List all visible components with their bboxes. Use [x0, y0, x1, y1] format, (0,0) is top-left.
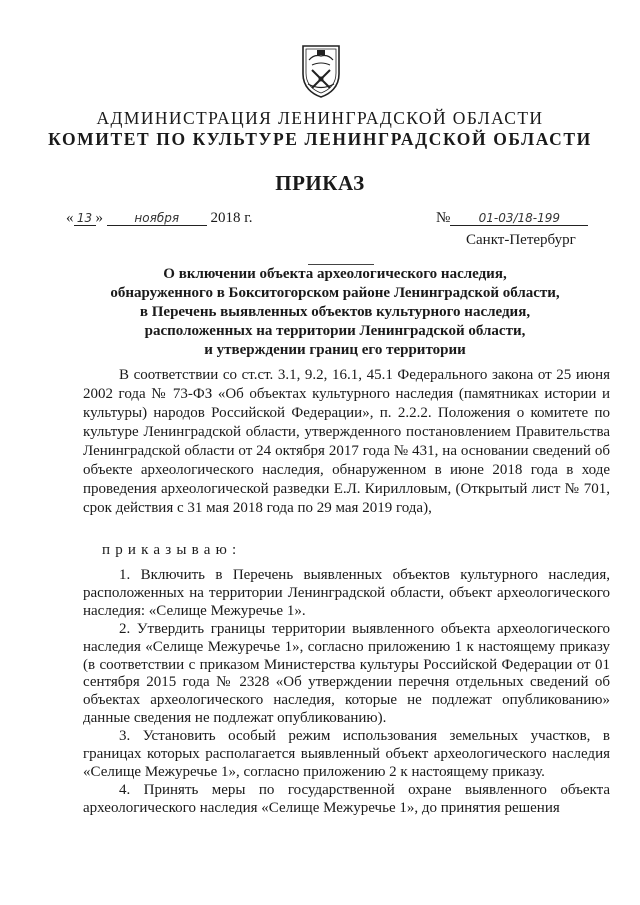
title-line: в Перечень выявленных объектов культурного наследия, — [139, 304, 531, 320]
number-value: 01-03/18-199 — [450, 211, 588, 226]
date-year: 2018 г. — [210, 210, 253, 226]
date-month: ноября — [107, 211, 207, 226]
city: Санкт-Петербург — [466, 232, 576, 248]
title-line: О включении объекта археологического наследия, — [163, 266, 507, 282]
order-item: 2. Утвердить границы территории выявленного объекта археологического наследия «Селище Межуречье 1», согласно приложению 1 к настоящему приказу (в соответствии с приказом Министерства культуры Российской Федерации от 01 сентября 2015 года № 2328 «Об утверждении перечня отдельных сведений об объектах археологического наследия, которые не подлежат опубликованию» данные сведения не подлежат опубликованию). — [83, 620, 610, 727]
order-items — [83, 567, 610, 818]
document-type: ПРИКАЗ — [275, 171, 365, 195]
date-day: 13 — [74, 211, 96, 226]
number-prefix: № — [436, 210, 451, 226]
title-line: и утверждении границ его территории — [204, 342, 466, 358]
date-close-quote: » — [95, 210, 103, 226]
preamble — [83, 366, 610, 518]
organization-name: АДМИНИСТРАЦИЯ ЛЕНИНГРАДСКОЙ ОБЛАСТИ — [96, 108, 544, 128]
order-item: 3. Установить особый режим использования земельных участков, в границах которых располагается выявленный объект археологического наследия «Селище Межуречье 1», согласно приложению 2 к настоящему приказу. — [83, 728, 610, 780]
order-title — [60, 265, 610, 360]
decree-word: приказываю: — [102, 542, 242, 558]
order-item: 4. Принять меры по государственной охране выявленного объекта археологического наследия «Селище Межуречье 1», до принятия решения — [83, 781, 610, 816]
coat-of-arms-icon — [300, 44, 342, 98]
title-line: обнаруженного в Бокситогорском районе Ленинградской области, — [110, 285, 560, 301]
committee-name: КОМИТЕТ ПО КУЛЬТУРЕ ЛЕНИНГРАДСКОЙ ОБЛАСТИ — [48, 129, 592, 149]
date-open-quote: « — [66, 210, 74, 226]
preamble-text: В соответствии со ст.ст. 3.1, 9.2, 16.1, 45.1 Федерального закона от 25 июня 2002 года № 73-ФЗ «Об объектах культурного наследия (памятниках истории и культуры) народов Российской Федерации», п. 2.2.2. Положения о комитете по культуре Ленинградской области, утвержденного постановлением Правительства Ленинградской области от 24 октября 2017 года № 431, на основании сведений об объекте археологического наследия, обнаруженном в июне 2018 года в ходе проведения археологической разведки Е.Л. Кирилловым, (Открытый лист № 701, срок действия с 31 мая 2018 года по 29 мая 2019 года), — [83, 367, 610, 516]
order-date — [66, 210, 252, 227]
title-line: расположенных на территории Ленинградской области, — [144, 323, 526, 339]
order-number — [436, 210, 588, 227]
order-item: 1. Включить в Перечень выявленных объектов культурного наследия, расположенных на территории Ленинградской области, объект археологического наследия: «Селище Межуречье 1». — [83, 567, 610, 619]
